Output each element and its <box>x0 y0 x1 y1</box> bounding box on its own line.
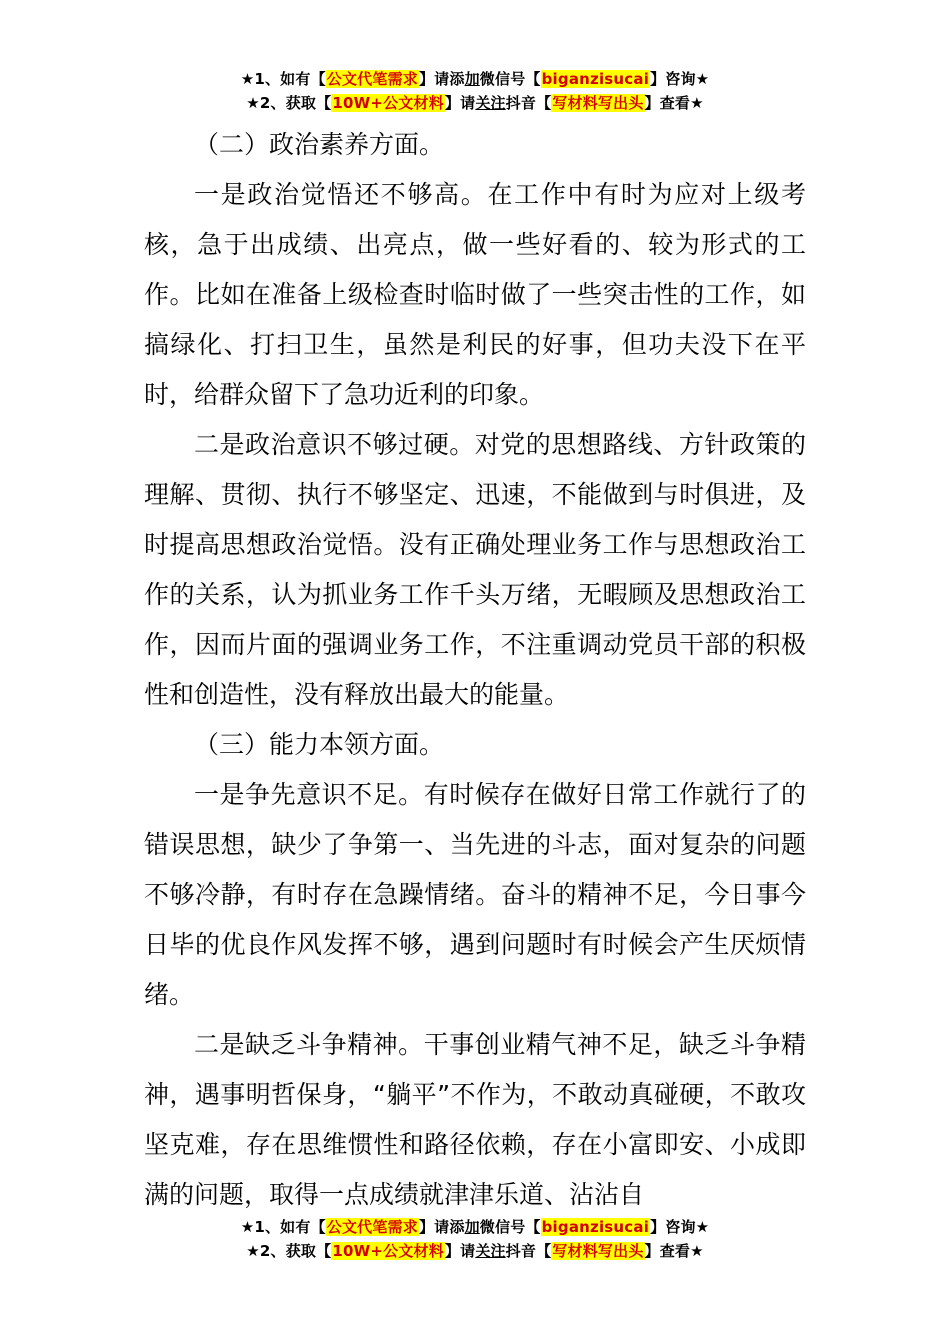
promo-highlight-wechat: biganzisucai <box>541 1218 650 1236</box>
promo-highlight-douyin: 写材料写出头 <box>552 1242 644 1260</box>
promo-highlight-wechat: biganzisucai <box>541 70 650 88</box>
promo-emphasis: 关注 <box>475 94 506 112</box>
promo-text: 】咨询★ <box>650 1218 710 1236</box>
promo-text: ★1、如有【 <box>240 70 326 88</box>
promo-text: ★2、获取【 <box>246 1242 332 1260</box>
paragraph: 一是争先意识不足。有时候存在做好日常工作就行了的错误思想，缺少了争第一、当先进的斗志，面对复杂的问题不够冷静，有时存在急躁情绪。奋斗的精神不足，今日事今日毕的优良作风发挥不够，遇到问题时有时候会产生厌烦情绪。 <box>144 780 806 1009</box>
paragraph: 二是政治意识不够过硬。对党的思想路线、方针政策的理解、贯彻、执行不够坚定、迅速，不能做到与时俱进，及时提高思想政治觉悟。没有正确处理业务工作与思想政治工作的关系，认为抓业务工作千头万绪，无暇顾及思想政治工作，因而片面的强调业务工作，不注重调动党员干部的积极性和创造性，没有释放出最大的能量。 <box>144 430 806 709</box>
paragraph: 二是缺乏斗争精神。干事创业精气神不足，缺乏斗争精神，遇事明哲保身，“躺平”不作为，不敢动真碰硬，不敢攻坚克难，存在思维惯性和路径依赖，存在小富即安、小成即满的问题，取得一点成绩就津津乐道、沾沾自 <box>144 1030 806 1209</box>
promo-emphasis: 加 <box>464 1218 480 1236</box>
promo-text: 】请添 <box>418 1218 465 1236</box>
promo-text: ★2、获取【 <box>246 94 332 112</box>
promo-text: 抖音【 <box>505 1242 552 1260</box>
promo-text: 】查看★ <box>644 1242 704 1260</box>
promo-text: 微信号【 <box>479 1218 541 1236</box>
promo-line-2 <box>0 1240 950 1264</box>
promo-text: 】查看★ <box>644 94 704 112</box>
section-heading: （三）能力本领方面。 <box>194 730 445 759</box>
promo-line-1 <box>0 1216 950 1240</box>
header-promo-banner <box>0 68 950 116</box>
promo-text: 】请 <box>444 94 476 112</box>
section-heading: （二）政治素养方面。 <box>194 130 445 159</box>
promo-highlight: 10W+公文材料 <box>332 94 444 112</box>
promo-highlight: 公文代笔需求 <box>326 70 418 88</box>
promo-text: ★1、如有【 <box>240 1218 326 1236</box>
promo-text: 抖音【 <box>505 94 552 112</box>
document-body <box>144 120 806 1220</box>
promo-text: 】咨询★ <box>650 70 710 88</box>
promo-highlight: 公文代笔需求 <box>326 1218 418 1236</box>
promo-highlight: 10W+公文材料 <box>332 1242 444 1260</box>
promo-line-1 <box>0 68 950 92</box>
footer-promo-banner <box>0 1216 950 1264</box>
promo-emphasis: 关注 <box>475 1242 506 1260</box>
promo-text: 】请添 <box>418 70 465 88</box>
promo-line-2 <box>0 92 950 116</box>
promo-text: 】请 <box>444 1242 476 1260</box>
paragraph: 一是政治觉悟还不够高。在工作中有时为应对上级考核，急于出成绩、出亮点，做一些好看的、较为形式的工作。比如在准备上级检查时临时做了一些突击性的工作，如搞绿化、打扫卫生，虽然是利民的好事，但功夫没下在平时，给群众留下了急功近利的印象。 <box>144 180 806 409</box>
promo-highlight-douyin: 写材料写出头 <box>552 94 644 112</box>
promo-emphasis: 加 <box>464 70 480 88</box>
promo-text: 微信号【 <box>479 70 541 88</box>
